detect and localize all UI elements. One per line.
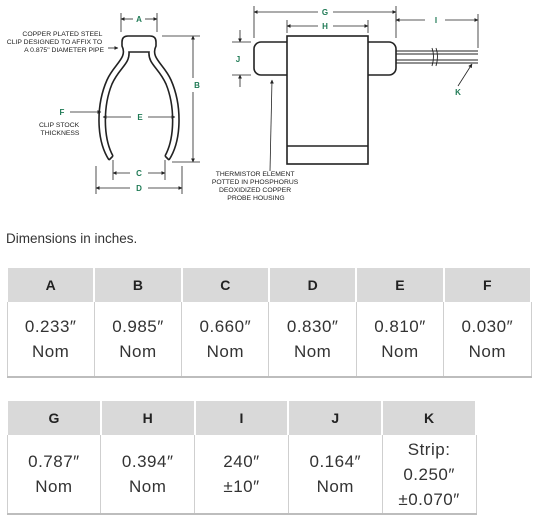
value-J: 0.164″ Nom [288, 435, 382, 514]
value-D: 0.830″ Nom [269, 302, 356, 377]
label-C: C [136, 169, 142, 178]
thermistor-note: THERMISTOR ELEMENT POTTED IN PHOSPHORUS DEOXIDIZED COPPER PROBE HOUSING [211, 171, 299, 202]
value-A: 0.233″ Nom [7, 302, 94, 377]
header-H: H [101, 401, 195, 435]
lead-wires [396, 48, 478, 66]
header-K: K [382, 401, 476, 435]
clip-stock-note: CLIP STOCK THICKNESS [38, 122, 80, 137]
value-C: 0.660″ Nom [182, 302, 269, 377]
header-J: J [288, 401, 382, 435]
value-E: 0.810″ Nom [356, 302, 443, 377]
value-G: 0.787″ Nom [7, 435, 101, 514]
value-I: 240″ ±10″ [195, 435, 289, 514]
probe-housing [254, 36, 396, 164]
header-D: D [269, 268, 356, 302]
table-row [7, 302, 531, 377]
label-F: F [59, 108, 65, 117]
header-E: E [356, 268, 443, 302]
header-C: C [182, 268, 269, 302]
value-B: 0.985″ Nom [94, 302, 181, 377]
label-H: H [322, 22, 328, 31]
label-K: K [455, 88, 461, 97]
table-row [7, 435, 476, 514]
units-caption: Dimensions in inches. [6, 231, 138, 246]
label-A: A [136, 15, 142, 24]
value-H: 0.394″ Nom [101, 435, 195, 514]
label-J: J [235, 55, 241, 64]
sensor-dimension-drawing [0, 0, 533, 212]
clip-profile [99, 36, 179, 160]
header-F: F [444, 268, 531, 302]
dimensions-table-a-to-f [6, 268, 532, 378]
value-K: Strip: 0.250″ ±0.070″ [382, 435, 476, 514]
dimensions-table-g-to-k [6, 401, 477, 515]
label-B: B [194, 81, 200, 90]
table-header-row [7, 268, 531, 302]
clip-material-note: COPPER PLATED STEEL CLIP DESIGNED TO AFFIX TO A 0.875" DIAMETER PIPE [6, 31, 104, 54]
header-G: G [7, 401, 101, 435]
label-I: I [434, 16, 438, 25]
label-E: E [137, 113, 143, 122]
label-D: D [136, 184, 142, 193]
header-B: B [94, 268, 181, 302]
header-A: A [7, 268, 94, 302]
table-header-row [7, 401, 476, 435]
label-G: G [321, 8, 329, 17]
header-I: I [195, 401, 289, 435]
value-F: 0.030″ Nom [444, 302, 531, 377]
